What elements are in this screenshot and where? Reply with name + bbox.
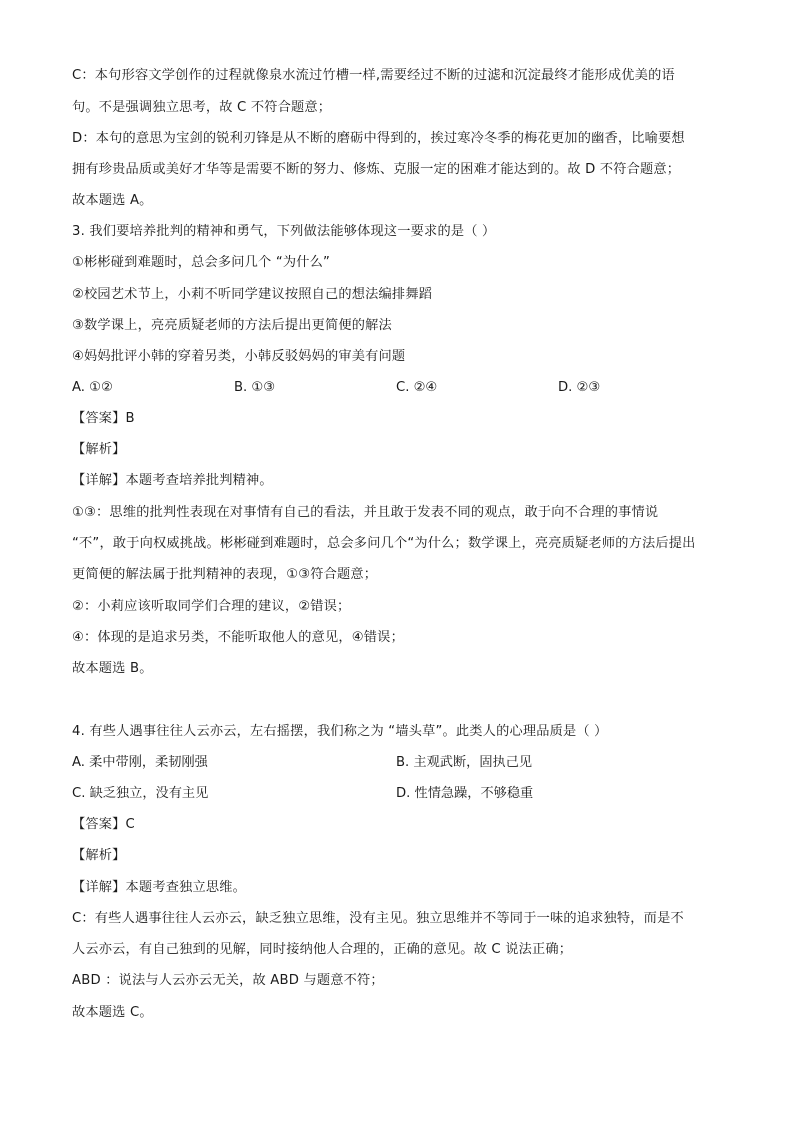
q3-explanation-1-line1: ①③：思维的批判性表现在对事情有自己的看法，并且敢于发表不同的观点，敢于向不合理的事情说	[72, 505, 659, 520]
q3-item-2: ②校园艺术节上，小莉不听同学建议按照自己的想法编排舞蹈	[72, 287, 433, 302]
q4-analysis-label: 【解析】	[72, 848, 126, 863]
q4-explanation-1-line1: C：有些人遇事往往人云亦云，缺乏独立思维，没有主见。独立思维并不等同于一味的追求独特，而是不	[72, 911, 684, 926]
explanation-c-line1: C：本句形容文学创作的过程就像泉水流过竹槽一样,需要经过不断的过滤和沉淀最终才能形成优美的语	[72, 68, 675, 83]
q3-option-c: C. ②④	[396, 380, 438, 395]
question-4-stem: 4. 有些人遇事往往人云亦云，左右摇摆，我们称之为 “墙头草”。此类人的心理品质是（ ）	[72, 724, 608, 739]
q3-detail: 【详解】本题考查培养批判精神。	[72, 473, 273, 488]
q3-item-4: ④妈妈批评小韩的穿着另类，小韩反驳妈妈的审美有问题	[72, 349, 406, 364]
q4-option-c: C. 缺乏独立，没有主见	[72, 786, 209, 801]
q3-answer: 【答案】B	[72, 411, 135, 426]
explanation-d-line1: D：本句的意思为宝剑的锐利刃锋是从不断的磨砺中得到的，挨过寒冷冬季的梅花更加的幽香，比喻要想	[72, 131, 685, 146]
conclusion-a: 故本题选 A。	[72, 193, 153, 208]
q4-conclusion: 故本题选 C。	[72, 1005, 153, 1020]
question-3-stem: 3. 我们要培养批判的精神和勇气，下列做法能够体现这一要求的是（ ）	[72, 224, 496, 239]
q4-explanation-2: ABD ：说法与人云亦云无关，故 ABD 与题意不符；	[72, 973, 384, 988]
q3-item-3: ③数学课上，亮亮质疑老师的方法后提出更简便的解法	[72, 318, 392, 333]
q4-option-d: D. 性情急躁，不够稳重	[396, 786, 534, 801]
q3-analysis-label: 【解析】	[72, 442, 126, 457]
q4-option-a: A. 柔中带刚，柔韧刚强	[72, 755, 208, 770]
q3-option-a: A. ①②	[72, 380, 113, 395]
explanation-c-line2: 句。不是强调独立思考，故 C 不符合题意；	[72, 100, 332, 115]
q3-item-1: ①彬彬碰到难题时，总会多问几个 “为什么”	[72, 255, 331, 270]
q3-option-d: D. ②③	[558, 380, 601, 395]
q4-detail: 【详解】本题考查独立思维。	[72, 880, 247, 895]
q3-explanation-1-line3: 更简便的解法属于批判精神的表现，①③符合题意；	[72, 567, 378, 582]
explanation-d-line2: 拥有珍贵品质或美好才华等是需要不断的努力、修炼、克服一定的困难才能达到的。故 D 不符合题意；	[72, 162, 681, 177]
q3-explanation-3: ④：体现的是追求另类，不能听取他人的意见，④错误；	[72, 630, 404, 645]
q4-answer: 【答案】C	[72, 817, 135, 832]
q4-explanation-1-line2: 人云亦云，有自己独到的见解，同时接纳他人合理的，正确的意见。故 C 说法正确；	[72, 942, 573, 957]
q3-conclusion: 故本题选 B。	[72, 661, 153, 676]
q3-explanation-2: ②：小莉应该听取同学们合理的建议，②错误；	[72, 599, 351, 614]
q4-option-b: B. 主观武断，固执己见	[396, 755, 533, 770]
q3-explanation-1-line2: “不”，敢于向权威挑战。彬彬碰到难题时，总会多问几个“为什么；数学课上，亮亮质疑老师的方法后提出	[72, 536, 696, 551]
q3-option-b: B. ①③	[234, 380, 276, 395]
